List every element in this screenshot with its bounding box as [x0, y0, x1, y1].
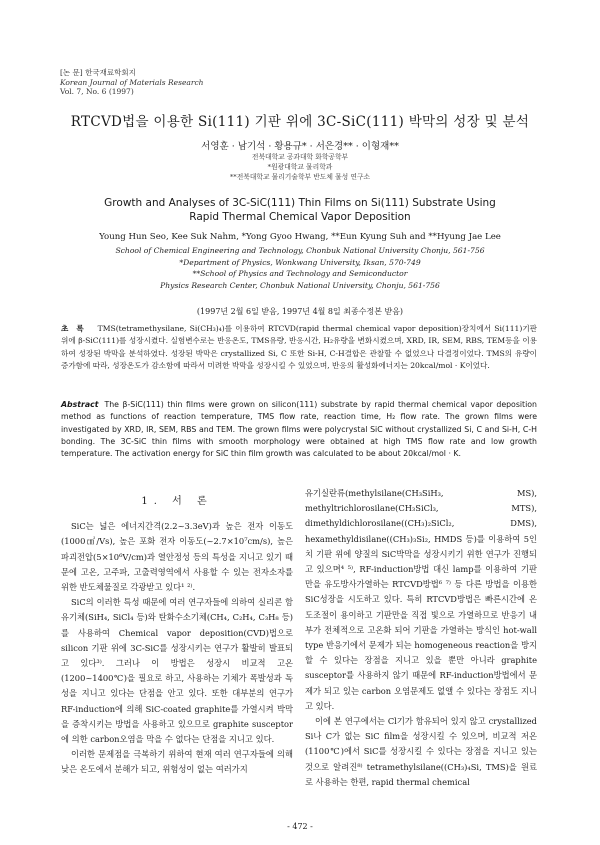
abstract-en-text: The β-SiC(111) thin films were grown on silicon(111) substrate by rapid thermal chemical vapor deposition method as functions of reaction temperature, TMS flow rate, reaction time, H₂ flow rate. The grown films were investigated by XRD, IR, SEM, RBS and TEM. The grown films were polycrystal SiC without crystallized Si, C and Si-H, C-H bonding. The 3C-SiC thin films with smooth morphology were obtained at high TMS flow rate and low growth temperature. The activation energy for SiC thin film growth was calculated to be about 20kcal/mol · K.: [61, 400, 537, 459]
affiliation-ko-1: 전북대학교 공과대학 화학공학부: [251, 153, 349, 161]
abstract-en-label: Abstract: [61, 400, 99, 409]
page-number: - 472 -: [287, 822, 313, 831]
abstract-english: [61, 399, 537, 460]
abstract-korean: [61, 323, 537, 373]
paper-title-korean: RTCVD법을 이용한 Si(111) 기판 위에 3C-SiC(111) 박막의 성장 및 분석: [70, 114, 530, 130]
authors-english: Young Hun Seo, Kee Suk Nahm, *Yong Gyoo Hwang, **Eun Kyung Suh and **Hyung Jae Lee: [99, 232, 501, 242]
abstract-ko-text: TMS(tetramethysilane, Si(CH₃)₄)를 이용하여 RTCVD(rapid thermal chemical vapor deposition)장치에서 Si(111)기판 위에 β-SiC(111)를 성장시켰다. 실험변수로는 반응온도, TMS유량, 반응시간, H₂유량을 변화시켰으며, XRD, IR, SEM, RBS, TEM등을 이용하여 성장된 박막을 분석하였다. 성장된 박막은 crystallized Si, C 또한 Si-H, C-H결합은 관찰할 수 없었으나 다결정이었다. TMS의 유량이 증가함에 따라, 성장온도가 감소함에 따라서 미려한 박막을 성장시킬 수 있었으며, 반응의 활성화에너지는 20kcal/mol · K이었다.: [61, 324, 537, 371]
journal-line-2: Korean Journal of Materials Research: [60, 77, 204, 87]
affiliation-en-2: *Department of Physics, Wonkwang University, Iksan, 570-749: [179, 257, 421, 267]
body-paragraph: SiC는 넓은 에너지간격(2.2~3.3eV)과 높은 전자 이동도(1000㎠/Vs), 높은 포화 전자 이동도(~2.7×10⁷cm/s), 높은 파괴전압(5×10⁶V/cm)과 열안정성 등의 특성을 지니고 있기 때문에 고온, 고주파, 고출력영역에서 사용할 수 있는 전자소자를 위한 반도체물질로 각광받고 있다¹ ²⁾.: [61, 521, 293, 593]
body-column-left: [61, 492, 293, 778]
received-dates: (1997년 2월 6일 받음, 1997년 4월 8일 최종수정본 받음): [196, 307, 404, 316]
journal-header: [60, 68, 203, 97]
affiliation-en-3: **School of Physics and Technology and Semiconductor: [192, 269, 408, 278]
body-paragraph: 이러한 문제점을 극복하기 위하여 현재 여러 연구자들에 의해 낮은 온도에서 분해가 되고, 위험성이 없는 여러가지: [61, 749, 293, 775]
body-paragraph: SiC의 이러한 특성 때문에 여러 연구자들에 의하여 실리콘 함유기체(SiH₄, SiCl₄ 등)와 탄화수소기체(CH₄, C₂H₄, C₃H₈ 등)를 사용하여 Chemical vapor deposition(CVD)법으로 silicon 기판 위에 3C-SiC를 성장시키는 연구가 활발히 발표되고 있다³⁾. 그러나 이 방법은 성장시 비교적 고온(1200~1400℃)을 필요로 하고, 사용하는 기체가 폭발성과 독성을 지니고 있다는 단점을 안고 있다. 또한 대부분의 연구가 RF-induction에 의해 SiC-coated graphite를 가열시켜 박막을 증착시키는 방법을 사용하고 있으므로 graphite susceptor에 의한 carbon오염을 막을 수 없다는 단점을 지니고 있다.: [61, 597, 293, 745]
affiliation-en-1: School of Chemical Engineering and Technology, Chonbuk National University Chonju, 561-756: [115, 246, 485, 255]
title-en-line-2: Rapid Thermal Chemical Vapor Deposition: [189, 211, 411, 223]
authors-korean: 서영훈 · 남기석 · 황용규* · 서은경** · 이형재**: [201, 141, 399, 152]
affiliations-english: [0, 245, 600, 291]
body-column-right: [305, 486, 537, 790]
affiliation-en-4: Physics Research Center, Chonbuk National University, Chonju, 561-756: [160, 280, 440, 290]
title-en-line-1: Growth and Analyses of 3C-SiC(111) Thin Films on Si(111) Substrate Using: [104, 197, 496, 209]
abstract-ko-label: 초록: [61, 324, 92, 333]
body-paragraph: 이에 본 연구에서는 Cl기가 함유되어 있지 않고 crystallized Si나 C가 없는 SiC film을 성장시킬 수 있으며, 비교적 저온(1100℃)에서 SiC를 성장시킬 수 있다는 장점을 지니고 있는 것으로 알려진⁸⁾ tetramethylsilane((CH₃)₄Si, TMS)을 원료로 사용하는 한편, rapid thermal chemical: [305, 716, 537, 787]
section-heading-introduction: 1. 서 론: [141, 496, 213, 507]
body-paragraph: 유기실란류(methylsilane(CH₃SiH₃, MS), methyltrichlorosilane(CH₃SiCl₃, MTS), dimethyldichlorosilane((CH₃)₂SiCl₂, DMS), hexamethyldisilane((CH₃)₃Si₂, HMDS 등)를 이용하여 5인치 기판 위에 양질의 SiC박막을 성장시키기 위한 연구가 진행되고 있으며⁴ ⁵⁾, RF-induction방법 대신 lamp를 이용하여 기판만을 유도방사가열하는 RTCVD방법⁶ ⁷⁾ 등 다른 방법을 이용한 SiC성장을 시도하고 있다. 특히 RTCVD방법은 빠른시간에 온도조절이 용이하고 기판만을 직접 빛으로 가열하므로 반응기 내부가 전체적으로 고온화 되어 기판을 가열하는 방식인 hot-wall type 반응기에서 문제가 되는 homogeneous reaction을 방지할 수 있다는 장점을 지니고 있을 뿐만 아니라 graphite susceptor를 사용하지 않기 때문에 RF-induction방법에서 문제가 되고 있는 carbon 오염문제도 없앨 수 있다는 장점도 지니고 있다.: [305, 488, 537, 711]
journal-line-3: Vol. 7, No. 6 (1997): [60, 87, 134, 96]
affiliation-ko-3: **전북대학교 물리기술학부 반도체 물성 연구소: [229, 173, 371, 181]
paper-title-english: [0, 196, 600, 224]
affiliation-ko-2: *원광대학교 물리학과: [267, 163, 333, 171]
affiliations-korean: [0, 152, 600, 182]
journal-line-1: [논 문] 한국재료학회지: [60, 68, 136, 77]
